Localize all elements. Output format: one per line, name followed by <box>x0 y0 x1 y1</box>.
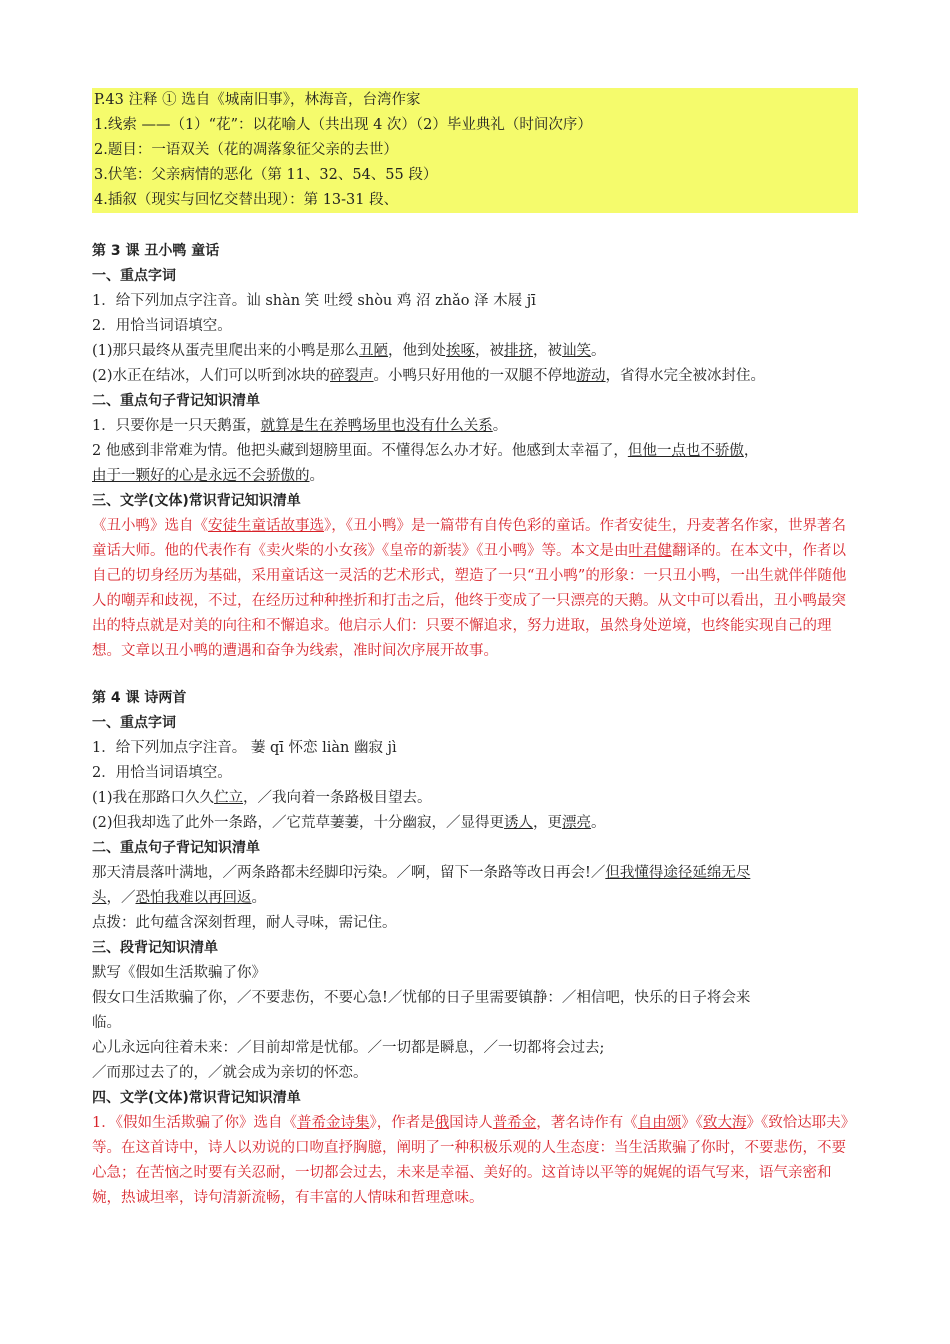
answer: 漂亮 <box>562 815 592 831</box>
answer: 排挤 <box>504 343 534 359</box>
note-line: 2.题目：一语双关（花的凋落象征父亲的去世） <box>94 142 398 158</box>
answer: 丑陋 <box>359 343 389 359</box>
question: 2．用恰当词语填空。 <box>92 318 232 334</box>
answer: 挨啄 <box>446 343 476 359</box>
section-heading: 一、重点字词 <box>92 715 176 731</box>
hint: 点拨：此句蕴含深刻哲理，耐人寻味，需记住。 <box>92 915 397 931</box>
note-line: P.43 注释 ① 选自《城南旧事》，林海音，台湾作家 <box>94 92 421 108</box>
answer: 伫立 <box>214 790 244 806</box>
section-heading: 三、文学(文体)常识背记知识清单 <box>92 493 301 509</box>
section-heading: 四、文学(文体)常识背记知识清单 <box>92 1090 301 1106</box>
section-heading: 一、重点字词 <box>92 268 176 284</box>
poem-line: ／而那过去了的，／就会成为亲切的怀恋。 <box>92 1065 368 1081</box>
answer: 碎裂声 <box>330 368 374 384</box>
highlight-notes <box>92 88 858 213</box>
answer: 游动 <box>576 368 606 384</box>
poem-line: 临。 <box>92 1015 121 1031</box>
lesson-title: 第 3 课 丑小鸭 童话 <box>92 243 220 259</box>
key-sentence: 由于一颗好的心是永远不会骄傲的。 <box>92 468 324 484</box>
fill-sentence: (2)但我却选了此外一条路，／它荒草萋萋，十分幽寂，／显得更诱人，更漂亮。 <box>92 815 606 831</box>
poem-line: 假女口生活欺骗了你，／不要悲伤，不要心急!／忧郁的日子里需要镇静：／相信吧，快乐的日子将会来 <box>92 990 751 1006</box>
lesson-title: 第 4 课 诗两首 <box>92 690 187 706</box>
question: 2．用恰当词语填空。 <box>92 765 232 781</box>
fill-sentence: (1)我在那路口久久伫立，／我向着一条路极目望去。 <box>92 790 432 806</box>
poem-line: 心儿永远向往着未来：／目前却常是忧郁。／一切都是瞬息，／一切都将会过去; <box>92 1040 605 1056</box>
key-sentence: 1．只要你是一只天鹅蛋，就算是生在养鸭场里也没有什么关系。 <box>92 418 508 434</box>
key-sentence: 那天清晨落叶满地，／两条路都未经脚印污染。／啊，留下一条路等改日再会!／但我懂得途径延绵无尽 <box>92 865 751 881</box>
section-heading: 二、重点句子背记知识清单 <box>92 393 260 409</box>
section-heading: 二、重点句子背记知识清单 <box>92 840 260 856</box>
answer: 诱人 <box>504 815 534 831</box>
note-line: 3.伏笔：父亲病情的恶化（第 11、32、54、55 段） <box>94 167 438 183</box>
key-sentence: 2 他感到非常难为情。他把头藏到翅膀里面。不懂得怎么办才好。他感到太幸福了，但他一点也不骄傲， <box>92 443 759 459</box>
fill-sentence: (1)那只最终从蛋壳里爬出来的小鸭是那么丑陋，他到处挨啄，被排挤，被讪笑。 <box>92 343 606 359</box>
question: 1．给下列加点字注音。 萋 qī 怀恋 liàn 幽寂 jì <box>92 740 397 756</box>
note-line: 1.线索 ——（1）“花”：以花喻人（共出现 4 次）（2）毕业典礼（时间次序） <box>94 117 592 133</box>
document-body <box>92 88 858 1211</box>
question: 1．给下列加点字注音。讪 shàn 笑 吐绶 shòu 鸡 沼 zhǎo 泽 木屐 jī <box>92 293 536 309</box>
poem-line: 默写《假如生活欺骗了你》 <box>92 965 266 981</box>
literature-paragraph: 《丑小鸭》选自《安徒生童话故事选》，《丑小鸭》是一篇带有自传色彩的童话。作者安徒生，丹麦著名作家，世界著名童话大师。他的代表作有《卖火柴的小女孩》《皇帝的新装》《丑小鸭》等。本文是由叶君健翻译的。在本文中，作者以自己的切身经历为基础，采用童话这一灵活的艺术形式，塑造了一只“丑小鸭”的形象：一只丑小鸭，一出生就伴伴随他人的嘲弄和歧视，不过，在经历过种种挫折和打击之后，他终于变成了一只漂亮的天鹅。从文中可以看出，丑小鸭最突出的特点就是对美的向往和不懈追求。他启示人们：只要不懈追求，努力进取，虽然身处逆境，也终能实现自己的理想。文章以丑小鸭的遭遇和奋争为线索，准时间次序展开故事。 <box>92 518 847 659</box>
literature-paragraph: 1．《假如生活欺骗了你》选自《普希金诗集》，作者是俄国诗人普希金，著名诗作有《自由颂》《致大海》《致恰达耶夫》等。在这首诗中，诗人以劝说的口吻直抒胸臆，阐明了一种积极乐观的人生态度：当生活欺骗了你时，不要悲伤，不要心急；在苦恼之时要有关忍耐，一切都会过去，未来是幸福、美好的。这首诗以平等的娓娓的语气写来，语气亲密和婉，热诚坦率，诗句清新流畅，有丰富的人情味和哲理意味。 <box>92 1115 856 1206</box>
fill-sentence: (2)水正在结冰，人们可以听到冰块的碎裂声。小鸭只好用他的一双腿不停地游动，省得水完全被冰封住。 <box>92 368 766 384</box>
answer: 讪笑 <box>562 343 592 359</box>
note-line: 4.插叙（现实与回忆交替出现）：第 13-31 段、 <box>94 192 399 208</box>
key-sentence: 头，／恐怕我难以再回返。 <box>92 890 266 906</box>
section-heading: 三、段背记知识清单 <box>92 940 218 956</box>
